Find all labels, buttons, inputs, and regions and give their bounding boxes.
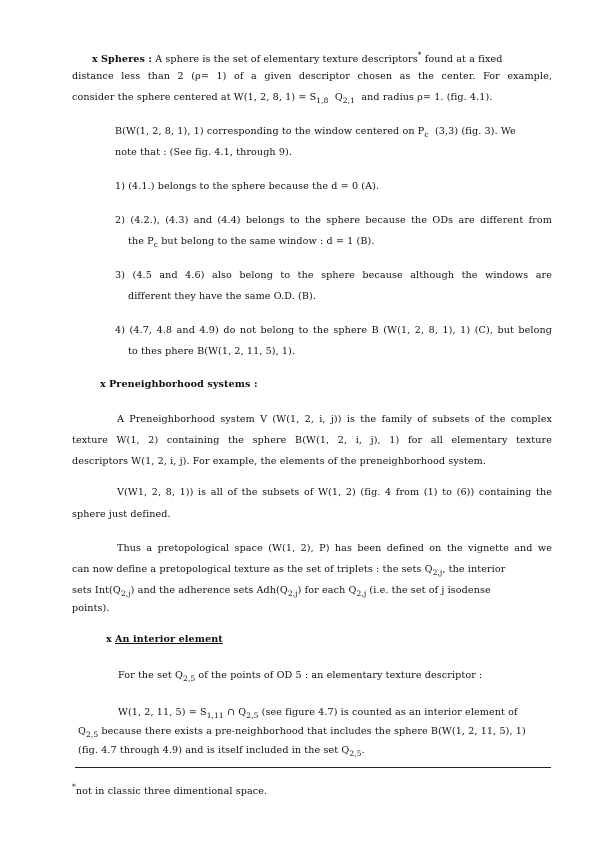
text-line: consider the sphere centered at W(1, 2, 8, 1) = S	[72, 92, 317, 103]
text-line: (fig. 4.7 through 4.9) and is itself included in the set Q	[78, 745, 350, 756]
subscript: 1,8	[316, 96, 329, 105]
preneighborhood-heading: Preneighborhood systems :	[108, 379, 258, 390]
footnote-divider	[75, 767, 551, 768]
footnote-marker: *	[72, 782, 76, 791]
interior-paragraph-line1	[118, 666, 552, 688]
text-line: ) for each Q	[297, 585, 357, 596]
list-item-2-line1: 2) (4.2.), (4.3) and (4.4) belongs to the sphere because the ODs are different from	[115, 215, 552, 226]
text-line: (i.e. the set of j isodense	[369, 585, 491, 596]
preneighborhood-heading-line	[100, 375, 550, 394]
subscript: 2,j	[356, 589, 367, 598]
bullet-marker: x	[92, 54, 98, 65]
footnote	[72, 777, 552, 801]
list-item-3-line2: different they have the same O.D. (B).	[128, 291, 316, 302]
subscript: c	[424, 130, 429, 139]
preneighborhood-example-line1: V(W1, 2, 8, 1)) is all of the subsets of W(1, 2) (fig. 4 from (1) to (6)) containing the	[117, 487, 552, 498]
footnote-text: not in classic three dimentional space.	[75, 786, 268, 797]
preneighborhood-example-line2: sphere just defined.	[72, 509, 171, 520]
text-line: A sphere is the set of elementary texture descriptors	[155, 54, 418, 65]
list-item-4-line1: 4) (4.7, 4.8 and 4.9) do not belong to the sphere B (W(1, 2, 8, 1), 1) (C), but belong	[115, 325, 552, 336]
text-line: Q	[78, 726, 86, 737]
list-item-2-line2	[128, 232, 552, 254]
pretopology-paragraph-line4: points).	[72, 603, 110, 614]
interior-heading: An interior element	[114, 634, 223, 645]
bullet-marker: x	[106, 634, 112, 645]
sphere-definition-line2: note that : (See fig. 4.1, through 9).	[115, 147, 293, 158]
text-line: (see figure 4.7) is counted as an interior element of	[261, 707, 518, 718]
subscript: 2,1	[342, 96, 356, 105]
subscript: 2,5	[85, 730, 99, 739]
subscript: c	[153, 240, 159, 249]
subscript: 2,5	[182, 674, 196, 683]
subscript: 2,5	[246, 711, 259, 720]
text-line: and radius ρ= 1. (fig. 4.1).	[361, 92, 493, 103]
spheres-paragraph-line1	[92, 45, 552, 69]
spheres-paragraph-line3: consider the sphere centered at W(1, 2, 8, $1) = S_{1,8}$ $Q_{2,1}$ and radius ρ= 1. (fig. 4.1).	[72, 92, 493, 105]
footnote-marker: *	[417, 50, 422, 59]
subscript: 1,11	[206, 711, 224, 720]
spheres-heading: Spheres :	[100, 54, 153, 65]
text-line: sets Int(Q	[72, 585, 121, 596]
subscript: 2,j	[432, 568, 443, 577]
text-line: ) and the adherence sets Adh(Q	[130, 585, 288, 596]
text-line: .	[361, 745, 365, 756]
text-line: B(W(1, 2, 8, 1), 1) corresponding to the window centered on P	[115, 126, 425, 137]
list-item-4-line2: to thes phere B(W(1, 2, 11, 5), 1).	[128, 346, 296, 357]
interior-heading-line	[106, 630, 556, 649]
text-line: the P	[128, 236, 154, 247]
text-line: of the points of OD 5 : an elementary texture descriptor :	[198, 670, 483, 681]
pretopology-paragraph-line1: Thus a pretopological space (W(1, 2), P) has been defined on the vignette and we	[117, 543, 552, 554]
sphere-definition-line1	[115, 122, 552, 144]
preneighborhood-paragraph-line1: A Preneighborhood system V (W(1, 2, i, j)) is the family of subsets of the complex	[117, 414, 552, 425]
subscript: 2,j	[120, 589, 131, 598]
text-line: ∩ Q	[226, 707, 247, 718]
text-line: found at a fixed	[424, 54, 503, 65]
preneighborhood-paragraph-line2: texture W(1, 2) containing the sphere B(W(1, 2, i, j), 1) for all elementary texture	[72, 435, 552, 446]
list-item-1: 1) (4.1.) belongs to the sphere because the d = 0 (A).	[115, 181, 380, 192]
bullet-marker: x	[100, 379, 106, 390]
text-line: , the interior	[442, 564, 506, 575]
spheres-paragraph-line2: distance less than 2 (ρ= 1) of a given descriptor chosen as the center. For example,	[72, 71, 552, 82]
text-line: (3,3) (fig. 3). We	[434, 126, 516, 137]
pretopology-paragraph-line2	[72, 560, 552, 582]
interior-paragraph-line4	[78, 741, 554, 763]
text-line: because there exists a pre-neighborhood that includes the sphere B(W(1, 2, 11, 5), 1)	[101, 726, 526, 737]
text-line: For the set Q	[118, 670, 183, 681]
subscript: 2,j	[287, 589, 298, 598]
text-line: W(1, 2, 11, 5) = S	[118, 707, 207, 718]
list-item-3-line1: 3) (4.5 and 4.6) also belong to the sphere because although the windows are	[115, 270, 552, 281]
preneighborhood-paragraph-line3: descriptors W(1, 2, i, j). For example, the elements of the preneighborhood system.	[72, 456, 486, 467]
text-line: but belong to the same window : d = 1 (B).	[161, 236, 375, 247]
subscript: 2,5	[349, 749, 362, 758]
text-line: can now define a pretopological texture as the set of triplets : the sets Q	[72, 564, 433, 575]
